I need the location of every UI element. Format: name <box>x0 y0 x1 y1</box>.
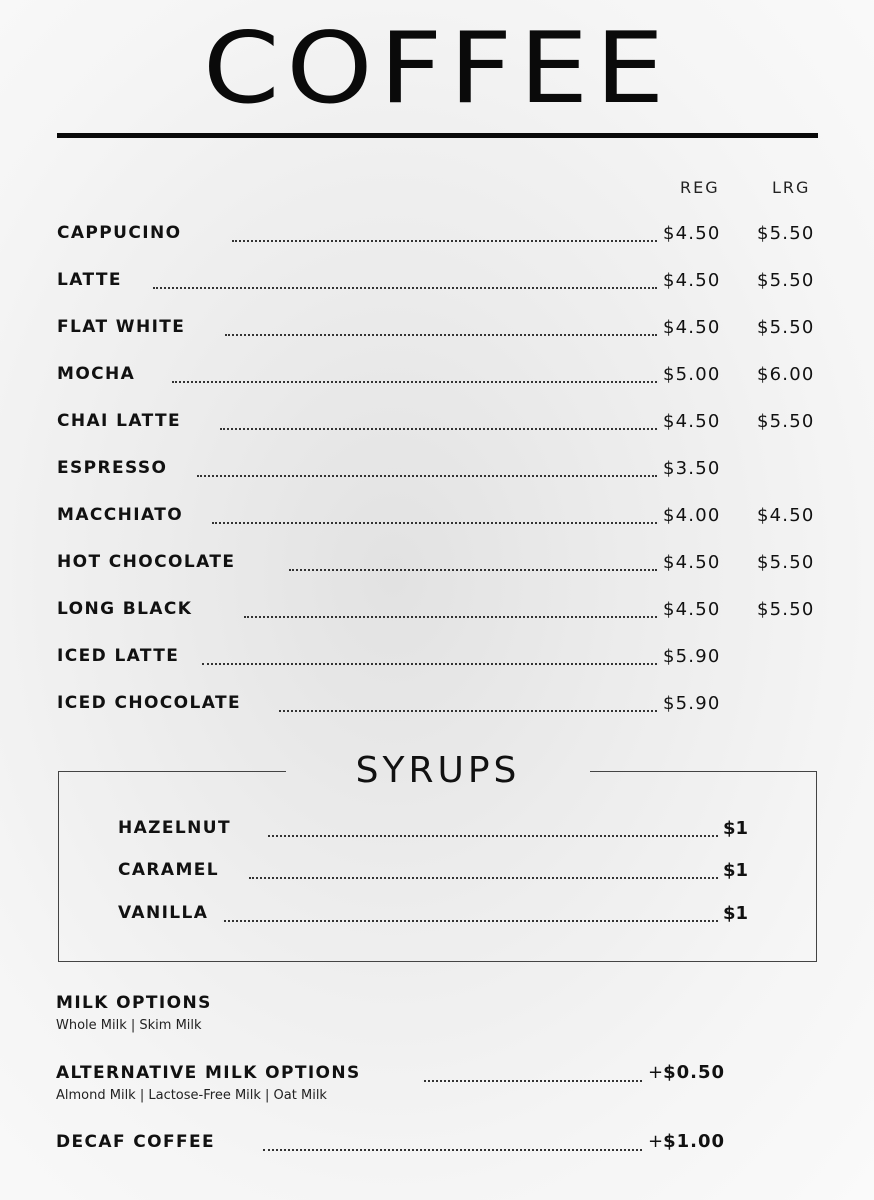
decaf-title: DECAF COFFEE <box>56 1132 216 1152</box>
item-name: MACCHIATO <box>57 505 184 525</box>
menu-item <box>57 317 837 341</box>
syrups-title: SYRUPS <box>355 750 521 791</box>
syrup-name: CARAMEL <box>118 860 220 880</box>
price-reg: $4.00 <box>663 505 721 526</box>
price-lrg: $5.50 <box>757 317 815 338</box>
menu-item <box>57 458 837 482</box>
column-header-lrg: LRG <box>772 178 811 197</box>
price-reg: $5.90 <box>663 693 721 714</box>
item-name: CHAI LATTE <box>57 411 181 431</box>
dot-leader <box>249 867 718 879</box>
dot-leader <box>212 512 657 524</box>
dot-leader <box>172 371 657 383</box>
alt-milk-price <box>648 1062 725 1083</box>
item-name: CAPPUCINO <box>57 223 182 243</box>
dot-leader <box>232 230 657 242</box>
dot-leader <box>220 418 657 430</box>
item-name: FLAT WHITE <box>57 317 186 337</box>
dot-leader <box>225 324 657 336</box>
syrup-price: $1 <box>723 903 749 924</box>
item-name: LATTE <box>57 270 122 290</box>
dot-leader <box>289 559 657 571</box>
decaf-price-value: $1.00 <box>663 1131 726 1152</box>
item-name: ICED LATTE <box>57 646 180 666</box>
dot-leader <box>244 606 657 618</box>
item-name: LONG BLACK <box>57 599 193 619</box>
menu-item <box>57 223 837 247</box>
column-header-reg: REG <box>680 178 720 197</box>
dot-leader <box>279 700 657 712</box>
menu-title: COFFEE <box>202 12 672 126</box>
menu-item <box>57 693 837 717</box>
dot-leader <box>424 1070 642 1082</box>
syrup-item <box>118 818 758 842</box>
price-reg: $4.50 <box>663 411 721 432</box>
alt-milk-list: Almond Milk | Lactose-Free Milk | Oat Milk <box>56 1088 327 1103</box>
item-name: ESPRESSO <box>57 458 168 478</box>
price-reg: $4.50 <box>663 223 721 244</box>
alt-milk-price-value: $0.50 <box>663 1062 726 1083</box>
price-reg: $4.50 <box>663 599 721 620</box>
menu-item <box>57 364 837 388</box>
price-reg: $3.50 <box>663 458 721 479</box>
dot-leader <box>268 825 718 837</box>
price-lrg: $6.00 <box>757 364 815 385</box>
dot-leader <box>202 653 657 665</box>
title-divider <box>57 133 818 138</box>
syrup-item <box>118 860 758 884</box>
price-reg: $4.50 <box>663 270 721 291</box>
price-lrg: $5.50 <box>757 552 815 573</box>
decaf-price <box>648 1131 725 1152</box>
decaf-price-prefix: + <box>648 1131 664 1152</box>
price-reg: $5.00 <box>663 364 721 385</box>
price-lrg: $5.50 <box>757 270 815 291</box>
menu-item <box>57 599 837 623</box>
price-reg: $4.50 <box>663 552 721 573</box>
dot-leader <box>153 277 657 289</box>
milk-options-list: Whole Milk | Skim Milk <box>56 1018 202 1033</box>
alt-milk-price-prefix: + <box>648 1062 664 1083</box>
menu-item <box>57 411 837 435</box>
price-reg: $5.90 <box>663 646 721 667</box>
milk-options-title: MILK OPTIONS <box>56 993 212 1013</box>
menu-item <box>57 552 837 576</box>
price-lrg: $5.50 <box>757 411 815 432</box>
syrup-name: HAZELNUT <box>118 818 231 838</box>
dot-leader <box>224 910 718 922</box>
dot-leader <box>263 1139 642 1151</box>
syrup-name: VANILLA <box>118 903 209 923</box>
price-lrg: $4.50 <box>757 505 815 526</box>
dot-leader <box>197 465 657 477</box>
price-reg: $4.50 <box>663 317 721 338</box>
alt-milk-title: ALTERNATIVE MILK OPTIONS <box>56 1063 361 1083</box>
syrup-price: $1 <box>723 818 749 839</box>
menu-item <box>57 270 837 294</box>
syrup-item <box>118 903 758 927</box>
item-name: MOCHA <box>57 364 136 384</box>
menu-item <box>57 505 837 529</box>
menu-item <box>57 646 837 670</box>
item-name: ICED CHOCOLATE <box>57 693 242 713</box>
price-lrg: $5.50 <box>757 223 815 244</box>
price-lrg: $5.50 <box>757 599 815 620</box>
item-name: HOT CHOCOLATE <box>57 552 236 572</box>
syrup-price: $1 <box>723 860 749 881</box>
